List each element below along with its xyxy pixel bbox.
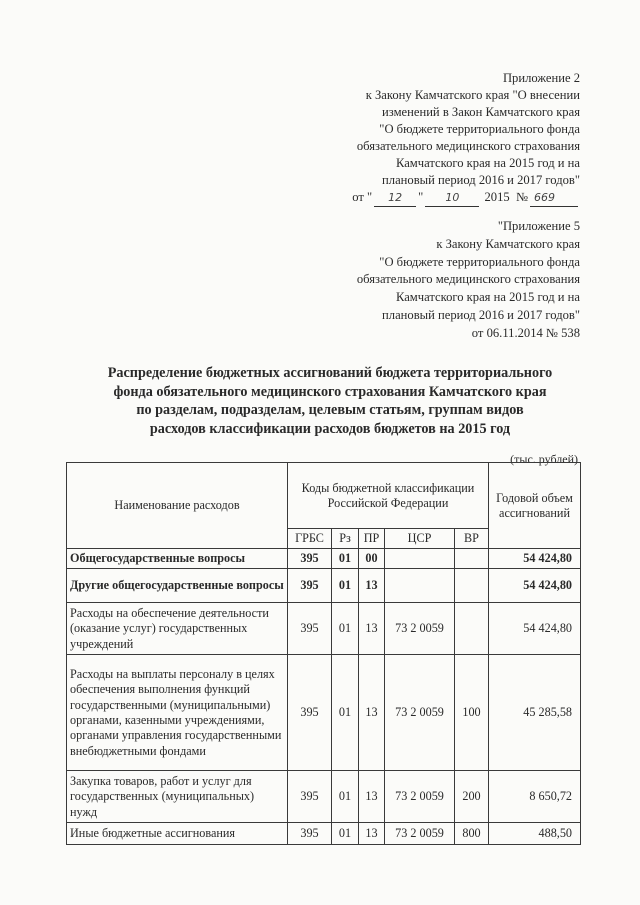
handwritten-day: 12 [374,189,416,207]
row-pr: 00 [359,549,385,569]
row-rz: 01 [332,549,359,569]
date-quote: " [418,190,424,204]
row-vr: 200 [455,771,489,823]
title-line: расходов классификации расходов бюджетов на 2015 год [149,420,511,437]
title-line: по разделам, подразделам, целевым статьям, группам видов [136,402,524,419]
law-year: 2015 [484,190,510,204]
row-grbs: 395 [288,655,332,771]
appendix-2-line: изменений в Закон Камчатского края [382,105,580,119]
appendix-2-header [352,70,580,207]
row-csr: 73 2 0059 [385,603,455,655]
appendix-2-line: обязательного медицинского страхования [356,139,580,153]
appendix-5-line: "О бюджете территориального фонда [379,254,580,269]
row-rz: 01 [332,569,359,603]
row-csr [385,569,455,603]
row-csr: 73 2 0059 [385,655,455,771]
column-header-name: Наименование расходов [67,463,288,549]
handwritten-month: 10 [425,189,479,207]
appendix-2-line: плановый период 2016 и 2017 годов" [382,173,580,187]
appendix-5-header [357,218,580,343]
row-grbs: 395 [288,771,332,823]
row-rz: 01 [332,771,359,823]
row-name: Расходы на выплаты персоналу в целях обеспечения выполнения функций государственными (муниципальными) органами, казенными учреждениями, органами управления государственными внебюджетными фондами [67,655,288,771]
row-csr: 73 2 0059 [385,771,455,823]
row-grbs: 395 [288,823,332,845]
row-vr: 800 [455,823,489,845]
subheader-pr: ПР [359,529,385,549]
handwritten-number: 669 [530,189,578,207]
row-vr [455,603,489,655]
row-pr: 13 [359,823,385,845]
row-amount: 45 285,58 [489,655,581,771]
row-name: Закупка товаров, работ и услуг для государственных (муниципальных) нужд [67,771,288,823]
row-pr: 13 [359,603,385,655]
appendix-2-line: к Закону Камчатского края "О внесении [365,88,580,102]
appendix-5-line: "Приложение 5 [497,219,580,233]
date-prefix: от " [352,190,373,204]
number-sign: № [515,190,528,204]
row-vr [455,569,489,603]
row-grbs: 395 [288,549,332,569]
table-row [67,603,581,655]
units-label: (тыс. рублей) [510,452,578,466]
appendix-5-line: к Закону Камчатского края [436,236,580,251]
row-name: Общегосударственные вопросы [67,549,288,569]
row-rz: 01 [332,655,359,771]
budget-table [66,462,581,845]
appendix-5-line: от 06.11.2014 № 538 [471,325,580,340]
appendix-2-line: "О бюджете территориального фонда [379,122,580,136]
row-grbs: 395 [288,603,332,655]
row-vr: 100 [455,655,489,771]
row-pr: 13 [359,655,385,771]
appendix-5-line: плановый период 2016 и 2017 годов" [382,307,580,322]
table-row [67,823,581,845]
table-row [67,771,581,823]
column-header-amount: Годовой объем ассигнований [489,463,581,549]
row-csr [385,549,455,569]
appendix-5-line: обязательного медицинского страхования [356,272,580,287]
row-amount: 488,50 [489,823,581,845]
subheader-csr: ЦСР [385,529,455,549]
subheader-vr: ВР [455,529,489,549]
row-csr: 73 2 0059 [385,823,455,845]
law-date-line [352,189,580,207]
table-row [67,569,581,603]
appendix-5-line: Камчатского края на 2015 год и на [395,290,580,305]
title-line: Распределение бюджетных ассигнований бюджета территориального [107,365,553,381]
row-name: Иные бюджетные ассигнования [67,823,288,845]
column-header-codes: Коды бюджетной классификации Российской Федерации [288,463,489,529]
row-amount: 54 424,80 [489,569,581,603]
subheader-grbs: ГРБС [288,529,332,549]
row-rz: 01 [332,823,359,845]
row-vr [455,549,489,569]
table-row [67,655,581,771]
document-title [60,364,600,438]
subheader-rz: Рз [332,529,359,549]
appendix-2-line: Приложение 2 [502,71,580,85]
row-amount: 54 424,80 [489,549,581,569]
row-pr: 13 [359,771,385,823]
row-name: Другие общегосударственные вопросы [67,569,288,603]
row-name: Расходы на обеспечение деятельности (оказание услуг) государственных учреждений [67,603,288,655]
table-row [67,549,581,569]
row-grbs: 395 [288,569,332,603]
row-pr: 13 [359,569,385,603]
row-amount: 8 650,72 [489,771,581,823]
appendix-2-line: Камчатского края на 2015 год и на [395,156,580,170]
title-line: фонда обязательного медицинского страхования Камчатского края [113,383,547,400]
row-rz: 01 [332,603,359,655]
row-amount: 54 424,80 [489,603,581,655]
